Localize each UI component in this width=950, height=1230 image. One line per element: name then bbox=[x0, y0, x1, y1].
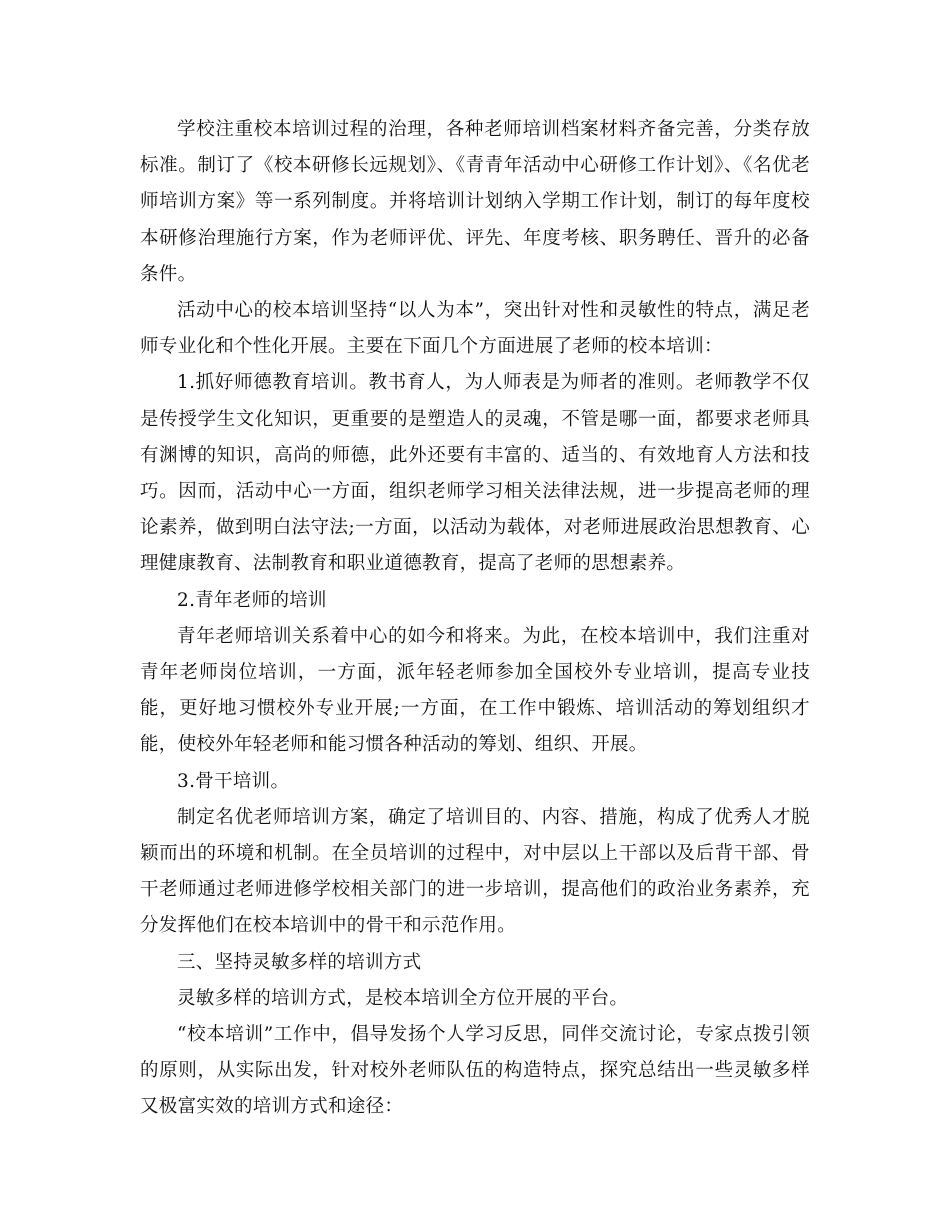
paragraph-people-oriented: 活动中心的校本培训坚持“以人为本”，突出针对性和灵敏性的特点，满足老师专业化和个性化开展。主要在下面几个方面进展了老师的校本培训： bbox=[140, 300, 810, 358]
paragraph-flexible-methods-intro: 灵敏多样的培训方式，是校本培训全方位开展的平台。 bbox=[177, 987, 629, 1009]
paragraph-backbone-training: 制定名优老师培训方案，确定了培训目的、内容、措施，构成了优秀人才脱颖而出的环境和机制。在全员培训的过程中，对中层以上干部以及后背干部、骨干老师通过老师进修学校相关部门的进一步培训，提高他们的政治业务素养，充分发挥他们在校本培训中的骨干和示范作用。 bbox=[140, 806, 810, 937]
paragraph-archive-management: 学校注重校本培训过程的治理，各种老师培训档案材料齐备完善，分类存放标准。制订了《校本研修长远规划》、《青青年活动中心研修工作计划》、《名优老师培训方案》等一系列制度。并将培训计划纳入学期工作计划，制订的每年度校本研修治理施行方案，作为老师评优、评先、年度考核、职务聘任、晋升的必备条件。 bbox=[140, 119, 810, 285]
paragraph-ethics-training: 1.抓好师德教育培训。教书育人，为人师表是为师者的准则。老师教学不仅是传授学生文化知识，更重要的是塑造人的灵魂，不管是哪一面，都要求老师具有渊博的知识，高尚的师德，此外还要有丰富的、适当的、有效地育人方法和技巧。因而，活动中心一方面，组织老师学习相关法律法规，进一步提高老师的理论素养，做到明白法守法;一方面，以活动为载体，对老师进展政治思想教育、心理健康教育、法制教育和职业道德教育，提高了老师的思想素养。 bbox=[140, 372, 810, 575]
paragraph-young-teacher-training: 青年老师培训关系着中心的如今和将来。为此，在校本培训中，我们注重对青年老师岗位培训，一方面，派年轻老师参加全国校外专业培训，提高专业技能，更好地习惯校外专业开展;一方面，在工作中锻炼、培训活动的筹划组织才能，使校外年轻老师和能习惯各种活动的筹划、组织、开展。 bbox=[140, 625, 810, 756]
section-heading-flexible-methods: 三、坚持灵敏多样的培训方式 bbox=[177, 951, 422, 973]
paragraph-school-based-training: “校本培训”工作中，倡导发扬个人学习反思，同伴交流讨论，专家点拨引领的原则，从实际出发，针对校外老师队伍的构造特点，探究总结出一些灵敏多样又极富实效的培训方式和途径： bbox=[140, 1024, 810, 1118]
heading-backbone-training: 3.骨干培训。 bbox=[177, 770, 290, 792]
document-body bbox=[140, 112, 810, 1126]
heading-young-teacher-training: 2.青年老师的培训 bbox=[177, 589, 327, 611]
